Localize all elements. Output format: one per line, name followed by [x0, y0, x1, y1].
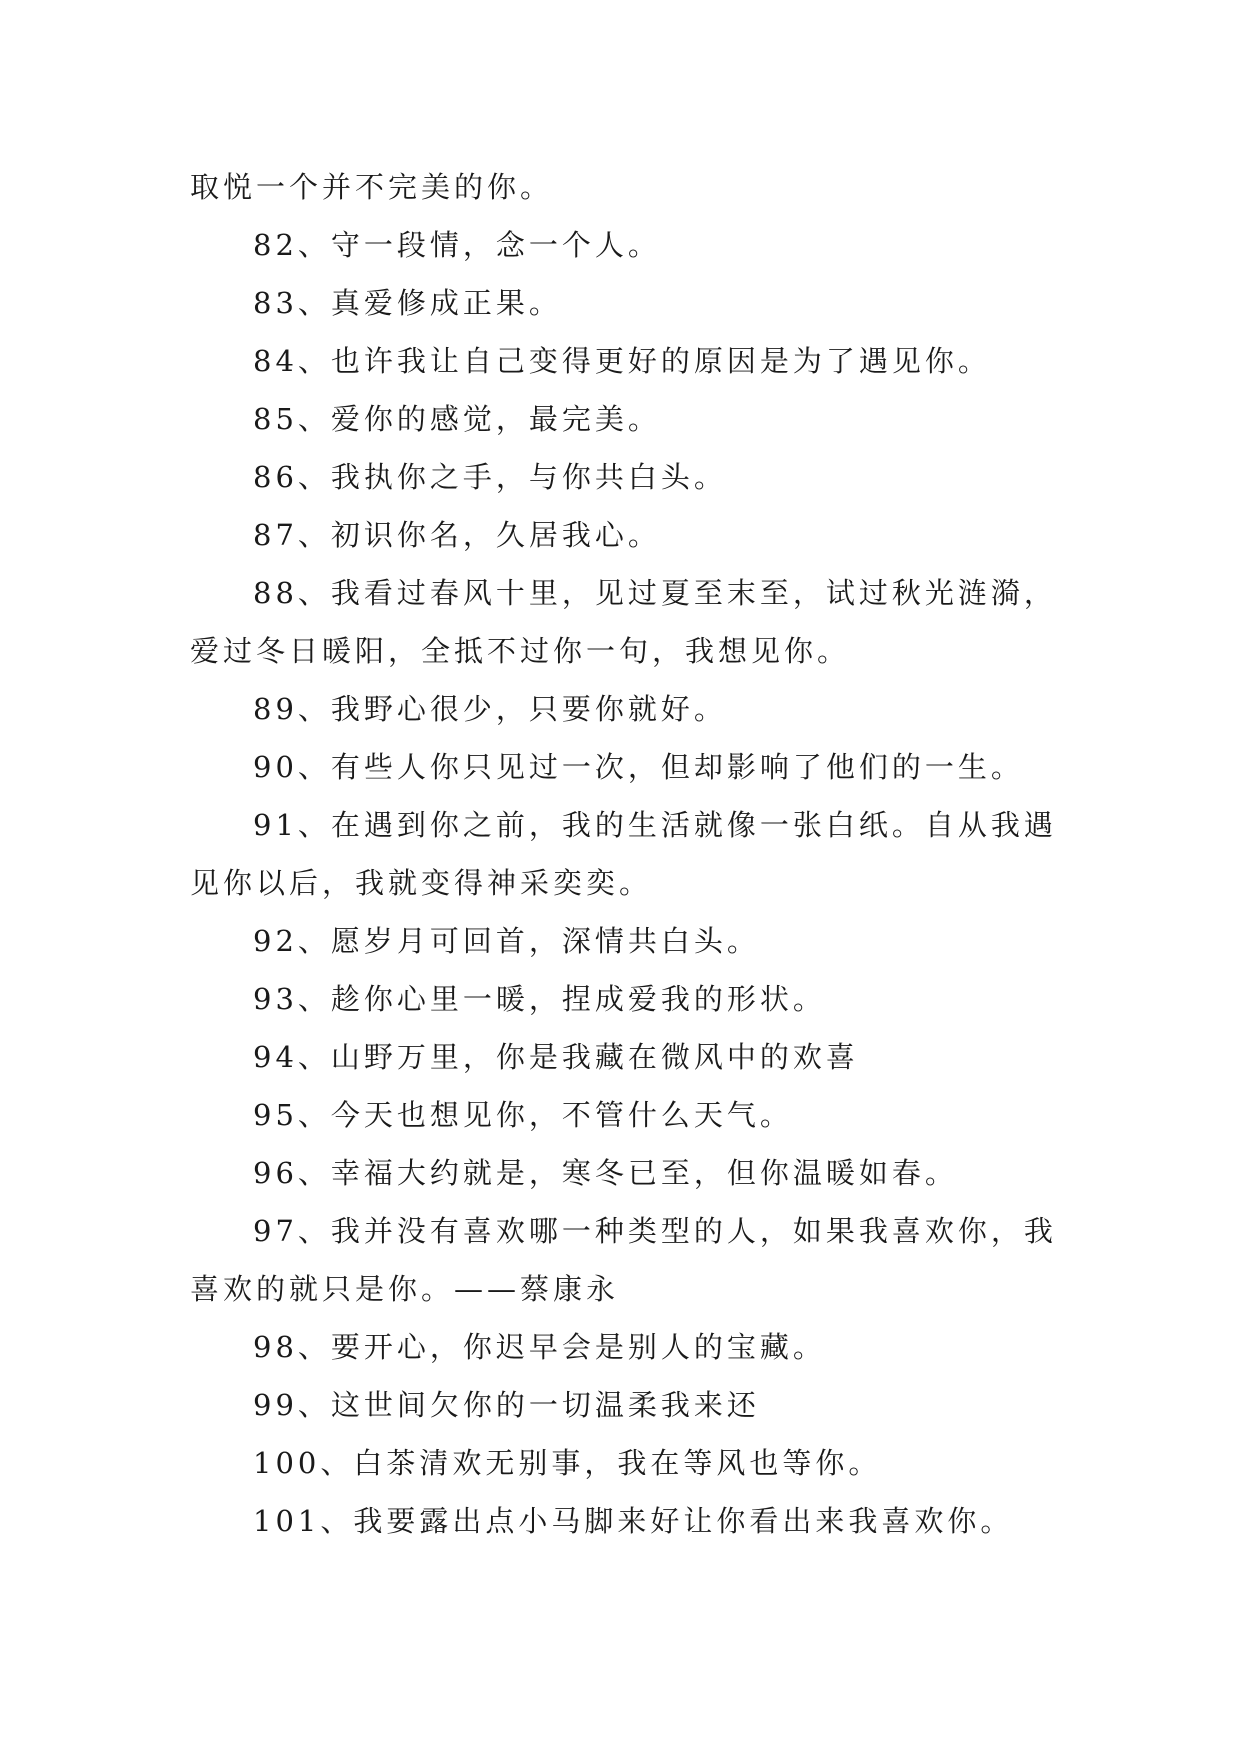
text-line: 取悦一个并不完美的你。: [190, 170, 554, 204]
text-line: 97、我并没有喜欢哪一种类型的人，如果我喜欢你，我: [253, 1214, 1057, 1248]
text-line: 84、也许我让自己变得更好的原因是为了遇见你。: [253, 344, 991, 378]
text-line: 101、我要露出点小马脚来好让你看出来我喜欢你。: [253, 1504, 1014, 1538]
text-line: 88、我看过春风十里，见过夏至末至，试过秋光涟漪，: [253, 576, 1057, 610]
text-line: 96、幸福大约就是，寒冬已至，但你温暖如春。: [253, 1156, 958, 1190]
text-line: 91、在遇到你之前，我的生活就像一张白纸。自从我遇: [253, 808, 1057, 842]
text-line: 82、守一段情，念一个人。: [253, 228, 661, 262]
text-line: 86、我执你之手，与你共白头。: [253, 460, 727, 494]
text-line: 83、真爱修成正果。: [253, 286, 562, 320]
document-body: [190, 158, 1090, 1550]
text-line: 94、山野万里，你是我藏在微风中的欢喜: [253, 1040, 859, 1074]
text-line: 见你以后，我就变得神采奕奕。: [190, 866, 653, 900]
text-line: 爱过冬日暖阳，全抵不过你一句，我想见你。: [190, 634, 851, 668]
text-line: 98、要开心，你迟早会是别人的宝藏。: [253, 1330, 826, 1364]
text-line: 100、白茶清欢无别事，我在等风也等你。: [253, 1446, 882, 1480]
text-line: 喜欢的就只是你。——蔡康永: [190, 1272, 620, 1306]
text-line: 89、我野心很少，只要你就好。: [253, 692, 727, 726]
text-line: 95、今天也想见你，不管什么天气。: [253, 1098, 793, 1132]
text-line: 90、有些人你只见过一次，但却影响了他们的一生。: [253, 750, 1024, 784]
text-line: 93、趁你心里一暖，捏成爱我的形状。: [253, 982, 826, 1016]
text-line: 85、爱你的感觉，最完美。: [253, 402, 661, 436]
text-line: 92、愿岁月可回首，深情共白头。: [253, 924, 760, 958]
text-line: 99、这世间欠你的一切温柔我来还: [253, 1388, 760, 1422]
text-line: 87、初识你名，久居我心。: [253, 518, 661, 552]
